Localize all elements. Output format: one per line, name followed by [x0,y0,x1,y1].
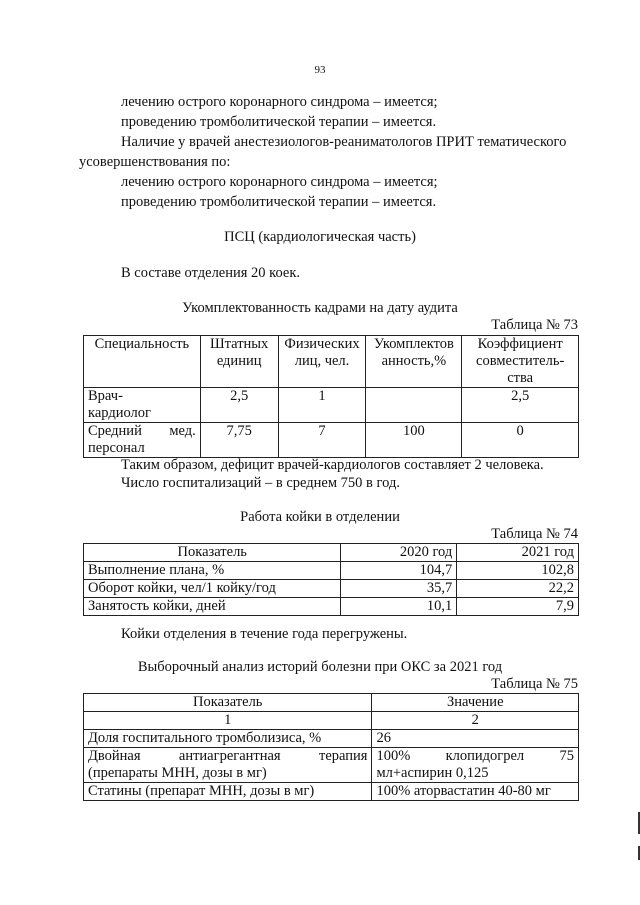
table-cell: 1 [278,388,366,423]
table-cell: 2,5 [200,388,278,423]
table-row [84,562,579,580]
table-cell: 35,7 [341,580,457,598]
row-label-line: кардиолог [88,405,151,421]
cell-word: 100% [376,748,411,764]
beds-table-heading: Работа койки в отделении [240,509,400,525]
table-cell: 7 [278,423,366,458]
intro-line-1: лечению острого коронарного синдрома – имеется; [121,94,438,110]
row-label-cell [84,423,201,458]
table-cell: Выполнение плана, % [84,562,341,580]
table-cell: Занятость койки, дней [84,598,341,616]
table-cell [366,388,462,423]
staff-table-heading: Укомплектованность кадрами на дату аудита [182,300,458,316]
header-cell: Показатель [84,694,372,712]
page-number: 93 [314,64,326,76]
table-header-row [84,544,579,562]
row-label-line: персонал [88,440,145,456]
header-cell: 2020 год [341,544,457,562]
staff-table [83,335,579,458]
table-row [84,423,579,458]
intro-line-5: лечению острого коронарного синдрома – имеется; [121,174,438,190]
table-cell: 100 [366,423,462,458]
cell-word: 75 [559,748,574,764]
table-cell: 22,2 [457,580,579,598]
table-cell: 100% аторвастатин 40-80 мг [372,783,579,801]
row-label-cell [84,388,201,423]
cell-word: клопидогрел [445,748,525,764]
row-label-word: мед. [169,423,196,439]
header-cell: Штатных единиц [200,336,278,388]
table-cell: 10,1 [341,598,457,616]
table-cell: 7,75 [200,423,278,458]
header-cell: Физических лиц, чел. [278,336,366,388]
header-cell: Укомплектов анность,% [366,336,462,388]
oks-table [83,693,579,801]
column-number-cell: 2 [372,712,579,730]
table-row [84,388,579,423]
beds-table-caption: Таблица № 74 [491,526,578,542]
beds-count-text: В составе отделения 20 коек. [121,265,301,281]
table-cell: 102,8 [457,562,579,580]
overload-text: Койки отделения в течение года перегружены. [121,626,408,642]
oks-table-caption: Таблица № 75 [491,676,578,692]
header-cell: Значение [372,694,579,712]
table-cell [84,748,372,783]
table-cell: Оборот койки, чел/1 койку/год [84,580,341,598]
table-header-row [84,336,579,388]
summary-line-1: Таким образом, дефицит врачей-кардиологов составляет 2 человека. [121,457,544,473]
cell-line: мл+аспирин 0,125 [376,765,489,781]
cell-word: терапия [318,748,368,764]
table-row [84,783,579,801]
cell-line: (препараты МНН, дозы в мг) [88,765,267,781]
cell-word: антиагрегантная [178,748,281,764]
row-label-line: Врач- [88,388,123,404]
intro-line-2: проведению тромболитической терапии – имеется. [121,114,437,130]
table-header-row [84,694,579,712]
table-row [84,748,579,783]
row-label-word: Средний [88,423,142,439]
table-row [84,712,579,730]
table-cell [372,748,579,783]
table-row [84,580,579,598]
section-title: ПСЦ (кардиологическая часть) [224,229,416,245]
table-cell: 2,5 [462,388,579,423]
staff-table-caption: Таблица № 73 [491,317,578,333]
table-row [84,598,579,616]
summary-line-2: Число госпитализаций – в среднем 750 в год. [121,475,400,491]
cell-word: Двойная [88,748,141,764]
table-cell: 0 [462,423,579,458]
intro-line-6: проведению тромболитической терапии – имеется. [121,194,437,210]
header-cell: Коэффициент совместитель- ства [462,336,579,388]
header-cell: 2021 год [457,544,579,562]
table-cell: 7,9 [457,598,579,616]
table-cell: 104,7 [341,562,457,580]
intro-line-3: Наличие у врачей анестезиологов-реаниматологов ПРИТ тематического [121,134,567,150]
table-row [84,730,579,748]
beds-table [83,543,579,616]
column-number-cell: 1 [84,712,372,730]
table-cell: Доля госпитального тромболизиса, % [84,730,372,748]
header-cell: Специальность [84,336,201,388]
header-cell: Показатель [84,544,341,562]
table-cell: 26 [372,730,579,748]
table-cell: Статины (препарат МНН, дозы в мг) [84,783,372,801]
intro-line-4: усовершенствования по: [79,154,231,170]
oks-table-heading: Выборочный анализ историй болезни при ОКС за 2021 год [137,659,503,675]
